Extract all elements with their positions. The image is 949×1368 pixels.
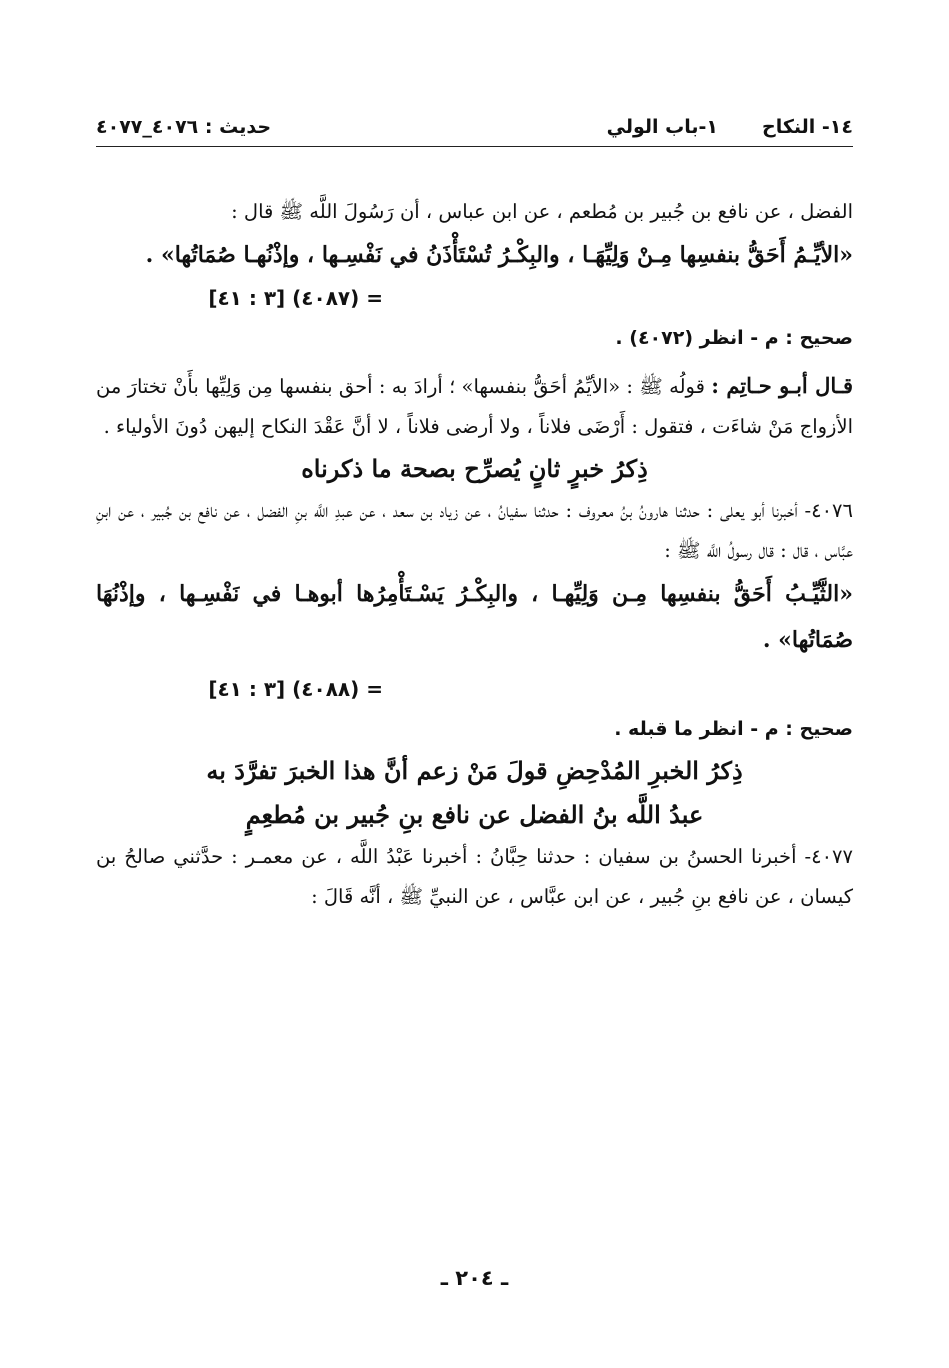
hadith-quote: «الأيِّـمُ أَحَقُّ بنفسِها مِـنْ وَلِيِّهَـا ، والبِكْـرُ تُسْتَأْذَنُ في نَفْسِـها ، وإذْنُهـا صُمَاتُها» . (145, 242, 853, 268)
header-chapter-section (607, 116, 853, 138)
cross-reference: = (٤٠٨٧) [٣ : ٤١] (208, 286, 383, 310)
hadith-4077: ٤٠٧٧- أخبرنا الحسنُ بن سفيان : حدثنا حِبَّانُ : أخبرنا عَبْدُ اللَّه ، عن معمـر : حدَّثني صالحُ بن كيسان ، عن نافع بنِ جُبير ، عن ابن عبَّاس ، عن النبيِّ ﷺ ، أنَّه قَالَ : (96, 845, 853, 908)
grading-note: صحيح : م - انظر (٤٠٧٢) . (615, 327, 853, 349)
cross-reference: = (٤٠٨٨) [٣ : ٤١] (208, 677, 383, 701)
running-header (96, 112, 853, 147)
commentary-paragraph (96, 366, 853, 447)
hadith-range: حديث : ٤٠٧٦_٤٠٧٧ (96, 116, 272, 138)
intro-line: الفضل ، عن نافع بن جُبير بن مُطعم ، عن ابن عباس ، أن رَسُولَ اللَّه ﷺ قال : (231, 200, 853, 223)
page-number: ـ ٢٠٤ ـ (440, 1266, 509, 1290)
hadith-quote: «الثَّيِّـبُ أَحَقُّ بنفسِها مِـن وَلِيِّهـا ، والبِكْـرُ يَسْـتَأْمِرُها أبوهـا في نَفْسِـها ، وإذْنُهَا صُمَاتُها» . (96, 581, 853, 653)
hadith-4076: ٤٠٧٦- أخبرنا أبو يعلى : حدثنا هارونُ بنُ معروف : حدثنا سفيانُ ، عن زياد بن سعد ، عن عبدِ اللَّه بنِ الفضل ، عن نافع بن جُبير ، عن ابنِ عبَّاس ، قال : قال رسولُ اللَّه ﷺ : (96, 499, 853, 562)
page-body (96, 192, 853, 917)
section-heading: ذِكرُ خبرٍ ثانٍ يُصرِّح بصحة ما ذكرناه (301, 454, 648, 483)
section-heading-line-2: عبدُ اللَّه بنُ الفضل عن نافع بنِ جُبير بن مُطعِمٍ (245, 800, 704, 829)
commentary-lead: قـال أبـو حـاتِم : (711, 373, 853, 398)
section-title: ١-باب الولي (606, 116, 719, 138)
commentary-text: قولُه ﷺ : «الأيِّمُ أحَقُّ بنفسها» ؛ أرادَ به : أحق بنفسها مِن وَلِيِّها بأَنْ تختارَ من الأزواج مَنْ شاءَت ، فتقول : أَرْضَى فلاناً ، ولا أرضى فلاناً ، لا أنَّ عَقْدَ النكاح إليهن دُونَ الأولياء . (96, 375, 853, 438)
section-heading-line-1: ذِكرُ الخبرِ المُدْحِضِ قولَ مَنْ زعم أنَّ هذا الخبرَ تفرَّدَ به (206, 756, 743, 785)
grading-note: صحيح : م - انظر ما قبله . (614, 718, 853, 740)
chapter-title: ١٤- النكاح (762, 116, 853, 138)
